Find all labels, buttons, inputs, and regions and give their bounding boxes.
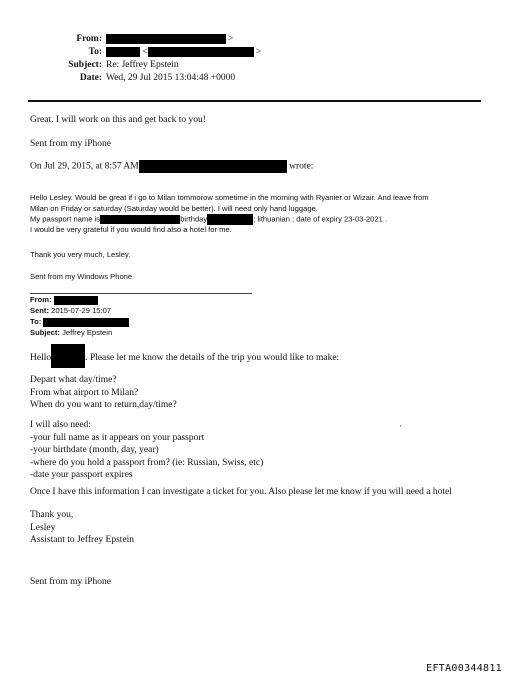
redaction-box xyxy=(207,214,253,225)
header-to-row xyxy=(0,46,512,59)
to-label: To: xyxy=(88,47,102,57)
quoted-thanks: Thank you very much, Lesley. xyxy=(30,250,131,259)
redaction-box xyxy=(43,318,129,327)
original-greeting: Hello . Please let me know the details of the trip you would like to make: xyxy=(30,344,490,368)
reply-signature: Sent from my iPhone xyxy=(30,139,112,149)
redaction-box xyxy=(106,34,226,44)
redaction-box xyxy=(54,296,98,305)
quoted-message: Hello Lesley. Would be great if i go to Milan tommorow sometime in the morning with Ryanier or Wizair. And leave from Milan on Friday or saturday (Saturday would be better). I will need only hand luggage. My passport name is birthday ; lithuanian ; date of expiry 23-03-2021 . I would be very grateful if you would find also a hotel for me. xyxy=(30,193,429,234)
to-mid: < xyxy=(142,47,148,57)
redaction-box xyxy=(139,160,287,173)
quoted-signature: Sent from my Windows Phone xyxy=(30,272,133,281)
required-info-list: I will also need: -your full name as it appears on your passport -your birthdate (month, day, year) -where do you hold a passport from? (ie: Russian, Swiss, etc) -date your passport expires xyxy=(30,420,264,480)
subject-label: Subject: xyxy=(68,60,102,70)
forwarded-header: From: Sent: 2015-07-29 15:07 To: Subject: Jeffrey Epstein xyxy=(30,294,490,338)
quote-intro: On Jul 29, 2015, at 8:57 AM wrote: xyxy=(30,161,314,172)
redaction-box xyxy=(148,47,254,57)
redaction-box xyxy=(51,344,85,368)
original-signature: Sent from my iPhone xyxy=(30,577,112,587)
redaction-box xyxy=(100,215,180,224)
original-signoff: Thank you, Lesley Assistant to Jeffrey Epstein xyxy=(30,510,135,545)
redaction-box xyxy=(106,47,140,57)
date-value: Wed, 29 Jul 2015 13:04:48 +0000 xyxy=(106,73,236,83)
trip-questions: Depart what day/time? From what airport to Milan? When do you want to return,day/time? xyxy=(30,375,177,410)
header-date-row xyxy=(0,72,512,85)
header-from-row xyxy=(0,33,512,46)
original-closing: Once I have this information I can investigate a ticket for you. Also please let me know if you will need a hotel xyxy=(30,487,452,497)
header-divider xyxy=(28,100,481,102)
stray-mark: · xyxy=(399,421,402,431)
date-label: Date: xyxy=(79,73,102,83)
header-subject-row xyxy=(0,59,512,72)
bates-number: EFTA00344811 xyxy=(426,663,502,674)
from-end: > xyxy=(228,34,234,44)
email-header xyxy=(0,33,512,85)
reply-body: Great. I will work on this and get back to you! xyxy=(30,115,206,125)
subject-value: Re: Jeffrey Epstein xyxy=(106,60,179,70)
to-end: > xyxy=(255,47,262,57)
from-label: From: xyxy=(76,34,102,44)
